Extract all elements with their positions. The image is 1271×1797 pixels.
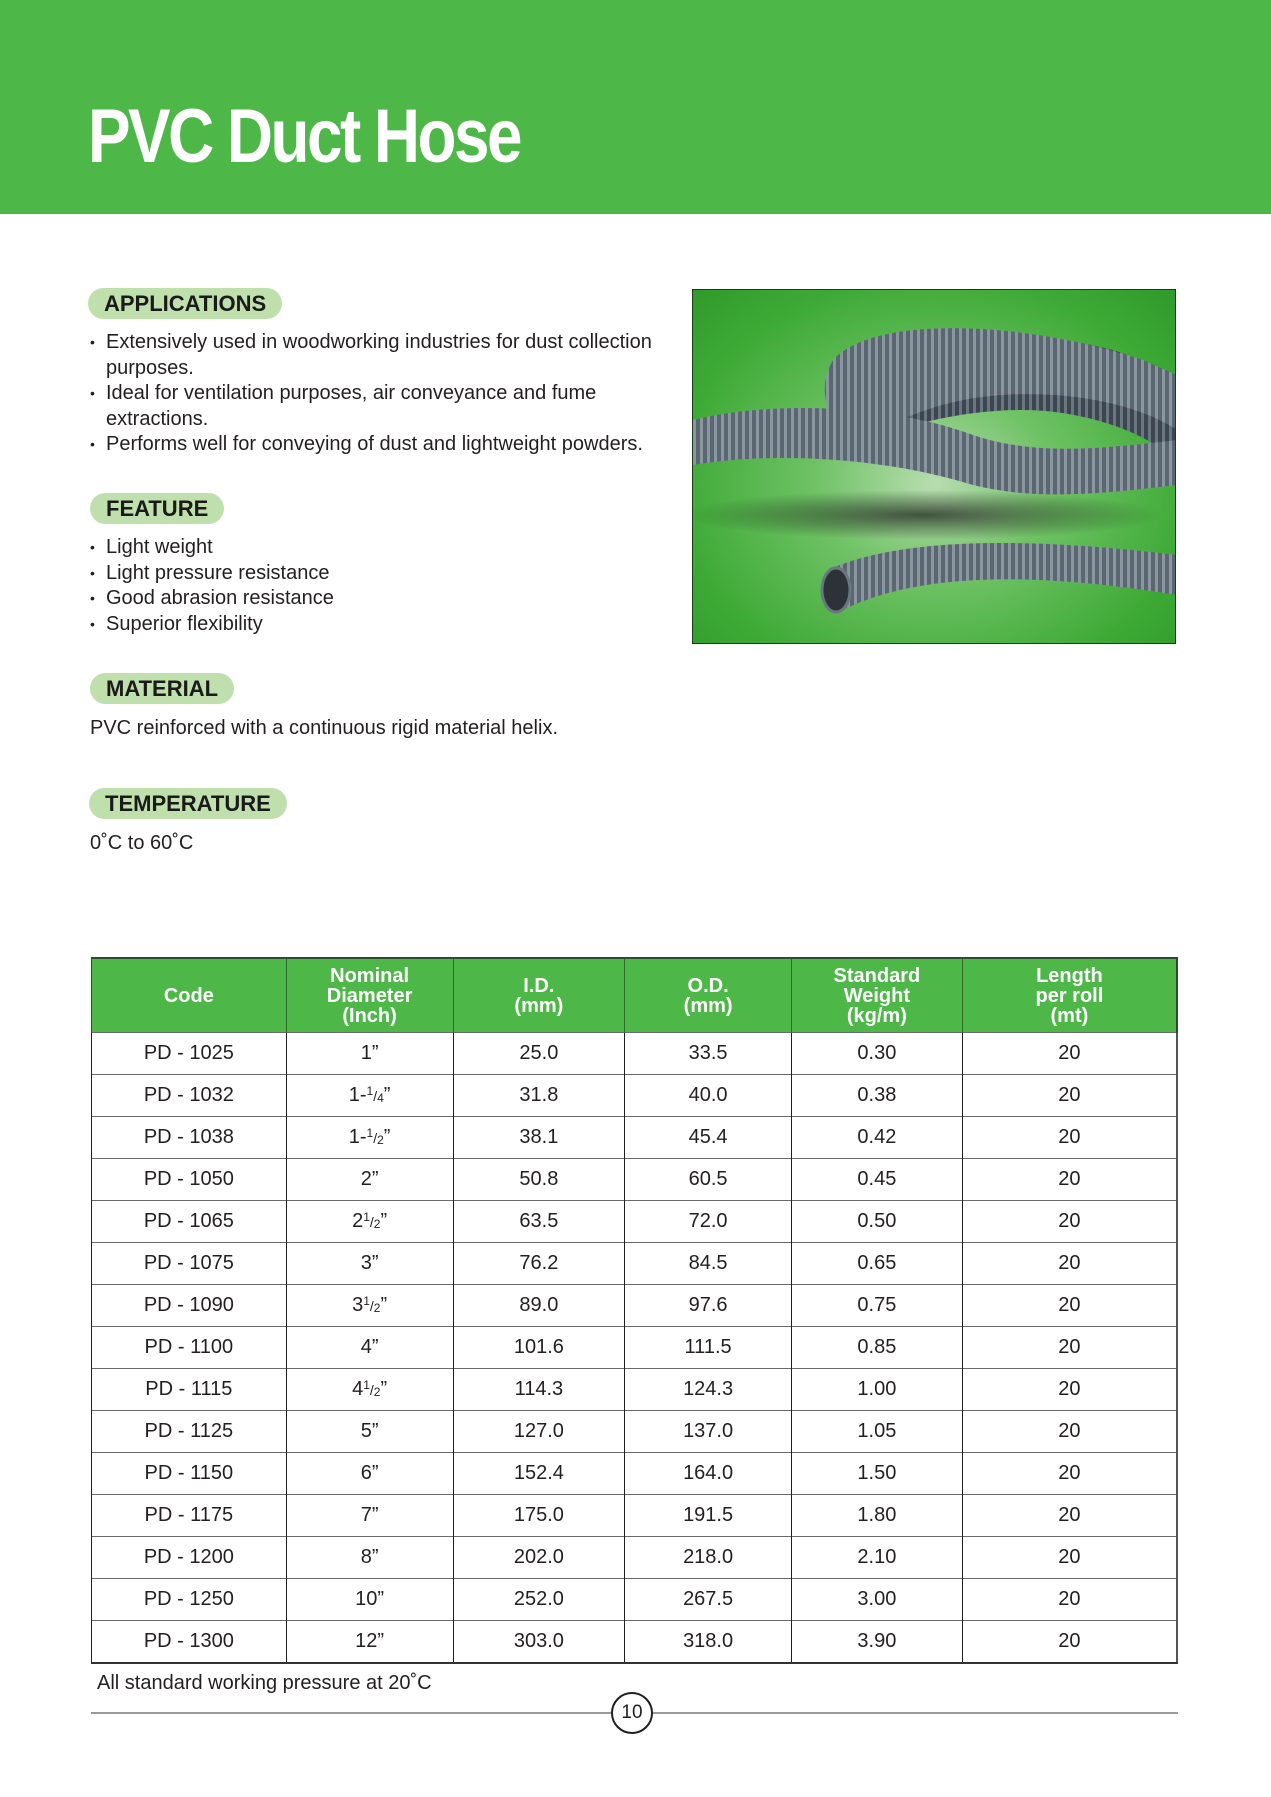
cell-id: 303.0 [453, 1621, 625, 1664]
nominal-fraction-numerator: 1 [366, 1126, 374, 1140]
cell-code: PD - 1038 [92, 1117, 287, 1159]
nominal-whole: 1 [360, 1042, 372, 1064]
nominal-fraction-numerator: 1 [363, 1378, 370, 1392]
feature-list [90, 535, 490, 637]
cell-id: 101.6 [453, 1327, 625, 1369]
nominal-whole: 1 [348, 1084, 360, 1106]
cell-code: PD - 1150 [92, 1453, 287, 1495]
nominal-fraction-denominator: 2 [373, 1385, 381, 1399]
cell-weight: 0.75 [791, 1285, 962, 1327]
fraction-slash: / [369, 1298, 374, 1314]
cell-weight: 0.50 [791, 1201, 962, 1243]
cell-od: 318.0 [625, 1621, 792, 1664]
cell-nominal-diameter [286, 1285, 453, 1327]
cell-code: PD - 1175 [92, 1495, 287, 1537]
cell-nominal-diameter [286, 1369, 453, 1411]
col-header-od: O.D. (mm) [625, 958, 792, 1033]
inch-mark: ” [380, 1378, 388, 1400]
cell-length: 20 [962, 1201, 1177, 1243]
material-heading: MATERIAL [90, 673, 234, 704]
nominal-whole: 2 [352, 1210, 364, 1232]
fraction-slash: / [373, 1130, 378, 1146]
cell-od: 218.0 [625, 1537, 792, 1579]
nominal-whole: 2 [360, 1168, 372, 1190]
applications-item: • Ideal for ventilation purposes, air conveyance and fume extractions. [90, 381, 690, 432]
table-row [92, 1075, 1178, 1117]
inch-mark: ” [383, 1126, 391, 1148]
fraction-slash: / [369, 1214, 374, 1230]
inch-mark: ” [371, 1546, 379, 1568]
nominal-whole: 1 [348, 1126, 360, 1148]
cell-weight: 0.85 [791, 1327, 962, 1369]
cell-length: 20 [962, 1159, 1177, 1201]
cell-weight: 0.65 [791, 1243, 962, 1285]
cell-weight: 3.90 [791, 1621, 962, 1664]
cell-nominal-diameter [286, 1033, 453, 1075]
cell-od: 191.5 [625, 1495, 792, 1537]
nominal-whole: 4 [360, 1336, 372, 1358]
temperature-heading: TEMPERATURE [89, 788, 287, 819]
cell-weight: 0.42 [791, 1117, 962, 1159]
temperature-text: 0˚C to 60˚C [90, 832, 194, 854]
nominal-whole: 3 [360, 1252, 372, 1274]
inch-mark: ” [377, 1630, 385, 1652]
cell-nominal-diameter [286, 1075, 453, 1117]
cell-id: 89.0 [453, 1285, 625, 1327]
inch-mark: ” [371, 1168, 379, 1190]
cell-id: 252.0 [453, 1579, 625, 1621]
cell-id: 63.5 [453, 1201, 625, 1243]
col-header-length-per-roll: Length per roll (mt) [962, 958, 1177, 1033]
page-number: 10 [611, 1692, 653, 1734]
inch-mark: ” [383, 1084, 391, 1106]
cell-od: 33.5 [625, 1033, 792, 1075]
header-banner [0, 0, 1271, 214]
nominal-fraction-denominator: 4 [377, 1091, 384, 1105]
table-row [92, 1537, 1178, 1579]
cell-weight: 1.80 [791, 1495, 962, 1537]
cell-nominal-diameter [286, 1453, 453, 1495]
cell-length: 20 [962, 1537, 1177, 1579]
nominal-whole: 8 [360, 1546, 372, 1568]
table-row [92, 1285, 1178, 1327]
nominal-whole: 5 [360, 1420, 372, 1442]
feature-item: • Light pressure resistance [90, 561, 490, 587]
nominal-fraction-denominator: 2 [377, 1133, 384, 1147]
inch-mark: ” [371, 1420, 379, 1442]
inch-mark: ” [371, 1336, 379, 1358]
table-row [92, 1369, 1178, 1411]
cell-length: 20 [962, 1327, 1177, 1369]
cell-id: 114.3 [453, 1369, 625, 1411]
cell-code: PD - 1200 [92, 1537, 287, 1579]
cell-nominal-diameter [286, 1201, 453, 1243]
table-row [92, 1327, 1178, 1369]
cell-id: 31.8 [453, 1075, 625, 1117]
cell-length: 20 [962, 1075, 1177, 1117]
cell-nominal-diameter [286, 1159, 453, 1201]
coiled-hose-icon [693, 290, 1176, 644]
cell-id: 76.2 [453, 1243, 625, 1285]
nominal-fraction-denominator: 2 [373, 1301, 381, 1315]
inch-mark: ” [371, 1042, 379, 1064]
cell-nominal-diameter [286, 1243, 453, 1285]
nominal-whole: 10 [355, 1588, 378, 1610]
cell-code: PD - 1075 [92, 1243, 287, 1285]
cell-code: PD - 1300 [92, 1621, 287, 1664]
fraction-slash: / [369, 1382, 374, 1398]
table-row [92, 1621, 1178, 1664]
cell-nominal-diameter [286, 1621, 453, 1664]
cell-length: 20 [962, 1453, 1177, 1495]
applications-item: • Performs well for conveying of dust and lightweight powders. [90, 432, 690, 458]
table-row [92, 1579, 1178, 1621]
table-row [92, 1411, 1178, 1453]
cell-nominal-diameter [286, 1537, 453, 1579]
cell-nominal-diameter [286, 1327, 453, 1369]
cell-weight: 1.50 [791, 1453, 962, 1495]
cell-weight: 1.05 [791, 1411, 962, 1453]
nominal-whole: 7 [360, 1504, 372, 1526]
cell-od: 164.0 [625, 1453, 792, 1495]
cell-length: 20 [962, 1033, 1177, 1075]
applications-heading: APPLICATIONS [88, 288, 282, 319]
inch-mark: ” [371, 1252, 379, 1274]
cell-code: PD - 1025 [92, 1033, 287, 1075]
inch-mark: ” [371, 1504, 379, 1526]
cell-code: PD - 1065 [92, 1201, 287, 1243]
cell-od: 72.0 [625, 1201, 792, 1243]
feature-item: • Light weight [90, 535, 490, 561]
cell-od: 97.6 [625, 1285, 792, 1327]
cell-id: 202.0 [453, 1537, 625, 1579]
cell-code: PD - 1100 [92, 1327, 287, 1369]
nominal-fraction-numerator: 1 [363, 1294, 370, 1308]
footnote: All standard working pressure at 20˚C [97, 1672, 432, 1694]
cell-weight: 1.00 [791, 1369, 962, 1411]
cell-weight: 2.10 [791, 1537, 962, 1579]
table-row [92, 1117, 1178, 1159]
cell-od: 124.3 [625, 1369, 792, 1411]
cell-nominal-diameter [286, 1411, 453, 1453]
cell-code: PD - 1250 [92, 1579, 287, 1621]
feature-item: • Good abrasion resistance [90, 586, 490, 612]
nominal-whole: 3 [352, 1294, 364, 1316]
cell-length: 20 [962, 1285, 1177, 1327]
table-row [92, 1159, 1178, 1201]
col-header-standard-weight: Standard Weight (kg/m) [791, 958, 962, 1033]
cell-id: 50.8 [453, 1159, 625, 1201]
cell-id: 38.1 [453, 1117, 625, 1159]
feature-heading: FEATURE [90, 493, 224, 524]
table-header-row [92, 958, 1178, 1033]
cell-weight: 0.45 [791, 1159, 962, 1201]
cell-length: 20 [962, 1411, 1177, 1453]
inch-mark: ” [371, 1462, 379, 1484]
nominal-whole: 6 [360, 1462, 372, 1484]
fraction-slash: / [373, 1088, 378, 1104]
cell-id: 25.0 [453, 1033, 625, 1075]
cell-id: 175.0 [453, 1495, 625, 1537]
cell-nominal-diameter [286, 1495, 453, 1537]
cell-od: 84.5 [625, 1243, 792, 1285]
cell-od: 40.0 [625, 1075, 792, 1117]
col-header-id: I.D. (mm) [453, 958, 625, 1033]
cell-length: 20 [962, 1495, 1177, 1537]
cell-nominal-diameter [286, 1579, 453, 1621]
table-row [92, 1201, 1178, 1243]
nominal-whole: 12 [355, 1630, 378, 1652]
cell-length: 20 [962, 1243, 1177, 1285]
nominal-whole: 4 [352, 1378, 364, 1400]
col-header-code: Code [92, 958, 287, 1033]
cell-od: 60.5 [625, 1159, 792, 1201]
cell-code: PD - 1125 [92, 1411, 287, 1453]
cell-length: 20 [962, 1579, 1177, 1621]
cell-weight: 0.38 [791, 1075, 962, 1117]
col-header-nominal-diameter: Nominal Diameter (Inch) [286, 958, 453, 1033]
cell-nominal-diameter [286, 1117, 453, 1159]
nominal-fraction-numerator: 1 [363, 1210, 370, 1224]
material-text: PVC reinforced with a continuous rigid material helix. [90, 717, 558, 739]
cell-id: 127.0 [453, 1411, 625, 1453]
inch-mark: ” [377, 1588, 385, 1610]
table-row [92, 1033, 1178, 1075]
table-row [92, 1243, 1178, 1285]
cell-weight: 0.30 [791, 1033, 962, 1075]
cell-code: PD - 1032 [92, 1075, 287, 1117]
applications-list [90, 330, 690, 458]
cell-length: 20 [962, 1369, 1177, 1411]
nominal-fraction-numerator: 1 [366, 1084, 374, 1098]
cell-od: 267.5 [625, 1579, 792, 1621]
cell-od: 137.0 [625, 1411, 792, 1453]
nominal-separator: - [359, 1126, 367, 1148]
cell-length: 20 [962, 1621, 1177, 1664]
page-title: PVC Duct Hose [88, 94, 520, 179]
cell-weight: 3.00 [791, 1579, 962, 1621]
cell-od: 111.5 [625, 1327, 792, 1369]
cell-od: 45.4 [625, 1117, 792, 1159]
spec-table [91, 957, 1178, 1664]
inch-mark: ” [380, 1210, 388, 1232]
feature-item: • Superior flexibility [90, 612, 490, 638]
inch-mark: ” [380, 1294, 388, 1316]
nominal-separator: - [359, 1084, 367, 1106]
table-row [92, 1495, 1178, 1537]
cell-code: PD - 1050 [92, 1159, 287, 1201]
cell-code: PD - 1090 [92, 1285, 287, 1327]
cell-code: PD - 1115 [92, 1369, 287, 1411]
cell-length: 20 [962, 1117, 1177, 1159]
applications-item: • Extensively used in woodworking industries for dust collection purposes. [90, 330, 690, 381]
product-photo [692, 289, 1176, 644]
cell-id: 152.4 [453, 1453, 625, 1495]
table-row [92, 1453, 1178, 1495]
nominal-fraction-denominator: 2 [373, 1217, 381, 1231]
